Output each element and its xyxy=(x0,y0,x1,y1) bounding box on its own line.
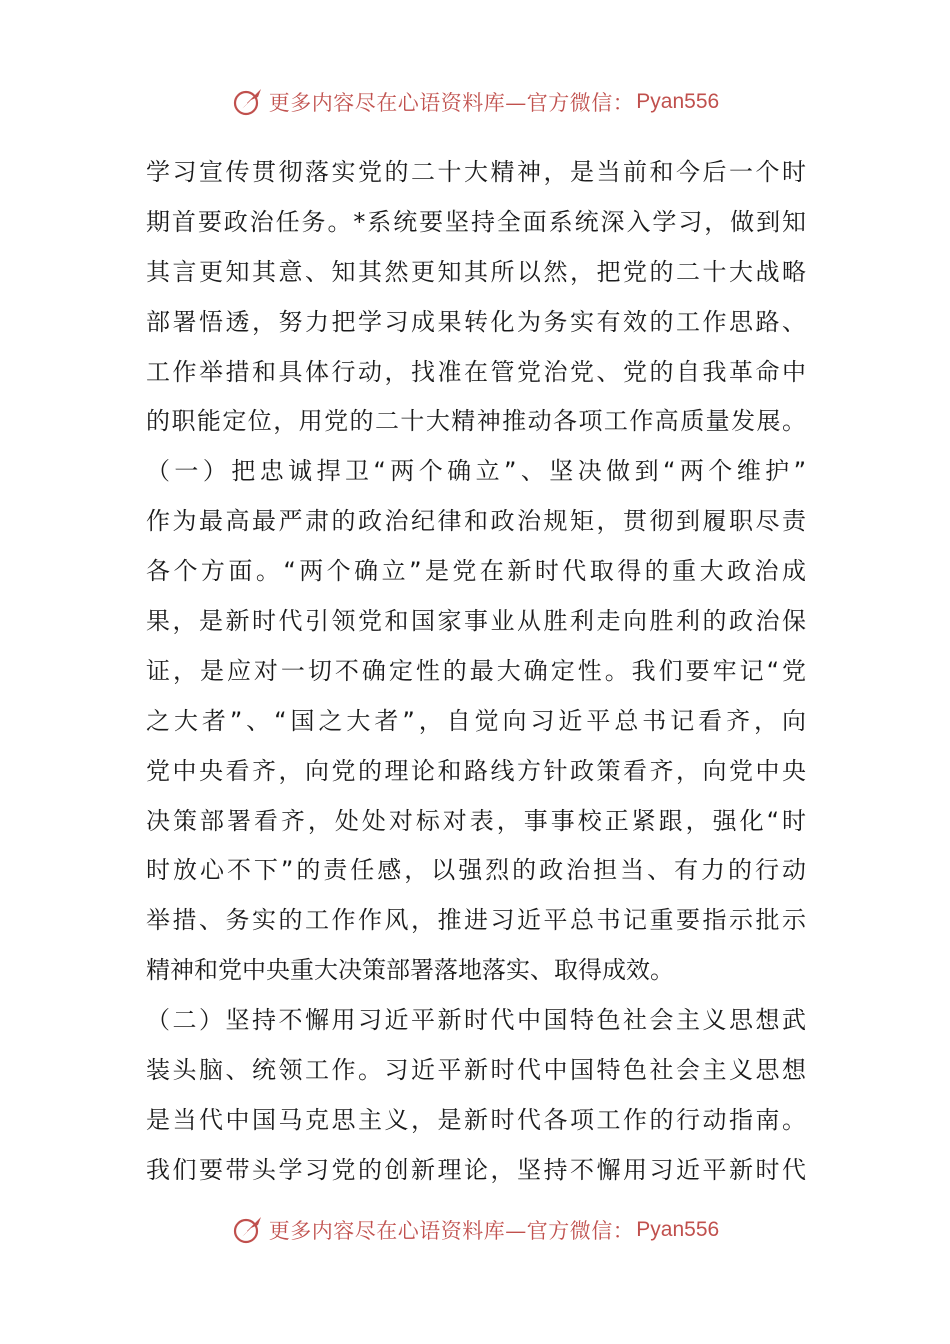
text-line: 是当代中国马克思主义，是新时代各项工作的行动指南。 xyxy=(146,1105,806,1134)
watermark-text: 更多内容尽在心语资料库—官方微信： xyxy=(268,91,635,115)
text-line: 其言更知其意、知其然更知其所以然，把党的二十大战略 xyxy=(146,257,806,286)
text-line: 果，是新时代引领党和国家事业从胜利走向胜利的政治保 xyxy=(146,607,806,636)
section-heading-line: （二）坚持不懈用习近平新时代中国特色社会主义思想武 xyxy=(146,1006,806,1035)
watermark-handle: Pyan556 xyxy=(636,1218,720,1241)
document-body xyxy=(146,148,806,1196)
text-line: 的职能定位，用党的二十大精神推动各项工作高质量发展。 xyxy=(146,407,806,436)
quill-pen-circle-icon xyxy=(231,85,265,119)
quill-pen-circle-icon xyxy=(231,1213,265,1247)
text-line: 之大者”、“国之大者”，自觉向习近平总书记看齐，向 xyxy=(146,706,806,735)
section-heading-line: （一）把忠诚捍卫“两个确立”、坚决做到“两个维护” xyxy=(146,457,806,486)
text-line: 证，是应对一切不确定性的最大确定性。我们要牢记“党 xyxy=(146,656,806,685)
text-line: 党中央看齐，向党的理论和路线方针政策看齐，向党中央 xyxy=(146,756,806,785)
text-line: 举措、务实的工作作风，推进习近平总书记重要指示批示 xyxy=(146,906,806,935)
text-line: 决策部署看齐，处处对标对表，事事校正紧跟，强化“时 xyxy=(146,806,806,835)
text-line: 作为最高最严肃的政治纪律和政治规矩，贯彻到履职尽责 xyxy=(146,507,806,536)
footer-watermark xyxy=(0,1210,950,1250)
text-line: 各个方面。“两个确立”是党在新时代取得的重大政治成 xyxy=(146,557,806,586)
text-line: 学习宣传贯彻落实党的二十大精神，是当前和今后一个时 xyxy=(146,158,806,186)
watermark-handle: Pyan556 xyxy=(636,90,720,113)
watermark-text: 更多内容尽在心语资料库—官方微信： xyxy=(268,1219,635,1243)
text-line: 装头脑、统领工作。习近平新时代中国特色社会主义思想 xyxy=(146,1056,806,1085)
text-line: 期首要政治任务。*系统要坚持全面系统深入学习，做到知 xyxy=(146,207,806,236)
text-line: 我们要带头学习党的创新理论，坚持不懈用习近平新时代 xyxy=(146,1155,806,1184)
text-line: 时放心不下”的责任感，以强烈的政治担当、有力的行动 xyxy=(146,856,806,885)
header-watermark xyxy=(0,82,950,122)
text-line: 工作举措和具体行动，找准在管党治党、党的自我革命中 xyxy=(146,357,806,386)
text-line: 精神和党中央重大决策部署落地落实、取得成效。 xyxy=(146,956,674,985)
text-line: 部署悟透，努力把学习成果转化为务实有效的工作思路、 xyxy=(146,307,806,336)
